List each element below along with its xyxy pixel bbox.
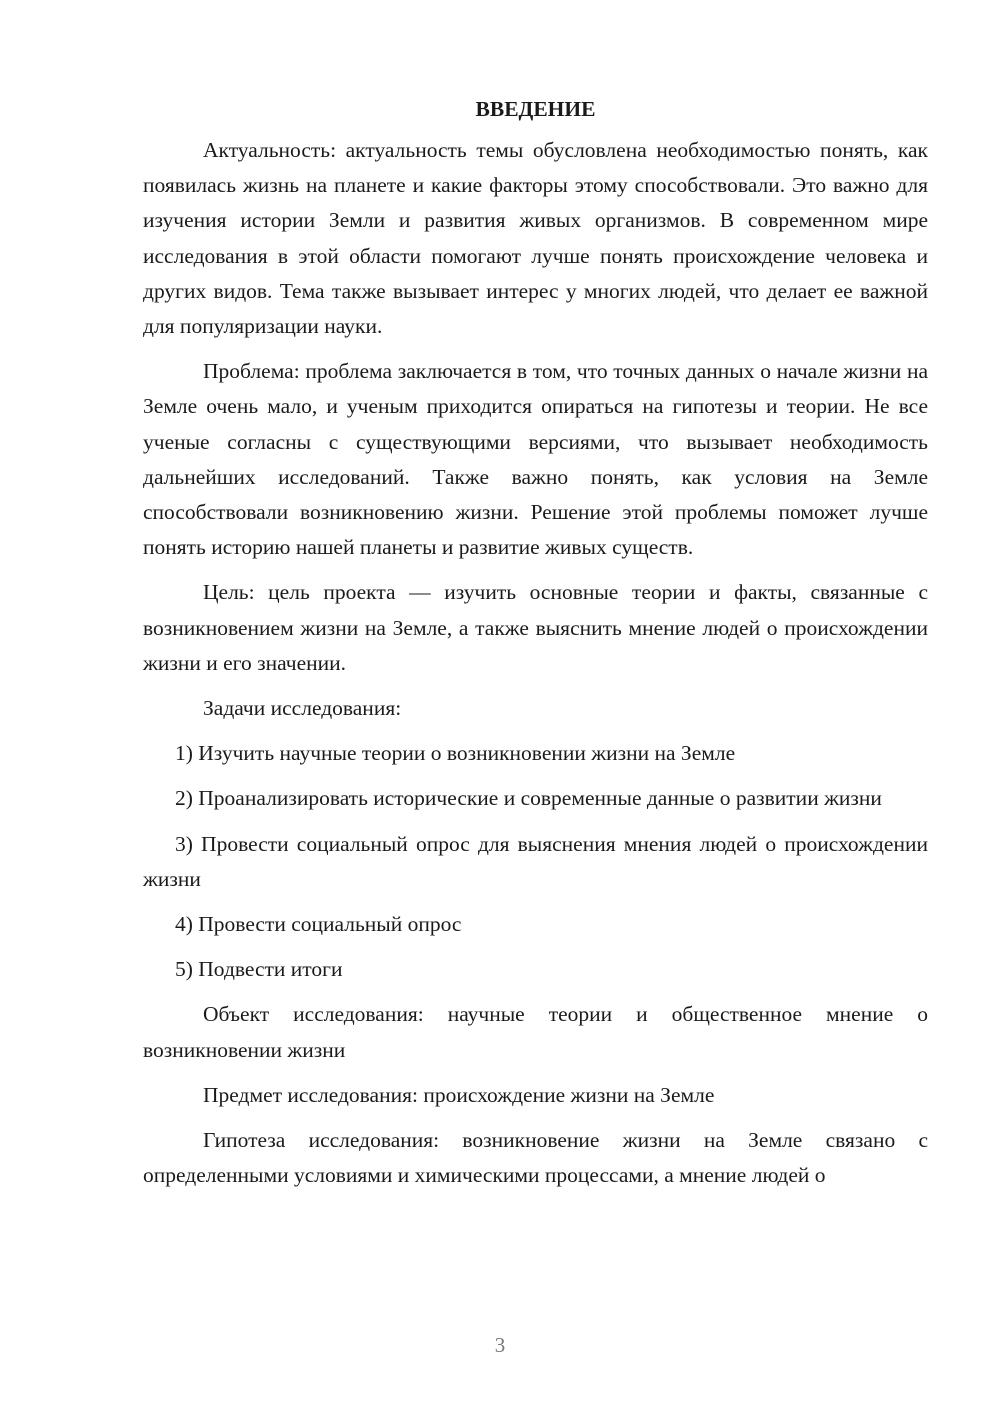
task-item-5: 5) Подвести итоги <box>175 957 343 982</box>
task-item-2: 2) Проанализировать исторические и современные данные о развитии жизни <box>175 786 882 811</box>
page-number: 3 <box>494 1333 506 1357</box>
task-item-4: 4) Провести социальный опрос <box>175 912 462 937</box>
page-title: ВВЕДЕНИЕ <box>475 97 596 121</box>
task-item-3: 3) Провести социальный опрос для выяснения мнения людей о происхождении жизни <box>143 831 928 891</box>
subject-paragraph: Предмет исследования: происхождение жизни на Земле <box>203 1082 715 1107</box>
goal-paragraph: Цель: цель проекта — изучить основные теории и факты, связанные с возникновением жизни на Земле, а также выяснить мнение людей о происхождении жизни и его значении. <box>143 580 928 675</box>
document-page <box>143 92 928 1203</box>
object-paragraph: Объект исследования: научные теории и общественное мнение о возникновении жизни <box>143 1002 928 1062</box>
problem-paragraph: Проблема: проблема заключается в том, что точных данных о начале жизни на Земле очень мало, и ученым приходится опираться на гипотезы и теории. Не все ученые согласны с существующими версиями, что вызывает необходимость дальнейших исследований. Также важно понять, как условия на Земле способствовали возникновению жизни. Решение этой проблемы поможет лучше понять историю нашей планеты и развитие живых существ. <box>143 359 928 560</box>
task-item-1: 1) Изучить научные теории о возникновении жизни на Земле <box>175 741 736 766</box>
relevance-paragraph: Актуальность: актуальность темы обусловлена необходимостью понять, как появилась жизнь на планете и какие факторы этому способствовали. Это важно для изучения истории Земли и развития живых организмов. В современном мире исследования в этой области помогают лучше понять происхождение человека и других видов. Тема также вызывает интерес у многих людей, что делает ее важной для популяризации науки. <box>143 138 928 339</box>
hypothesis-paragraph: Гипотеза исследования: возникновение жизни на Земле связано с определенными условиями и химическими процессами, а мнение людей о <box>143 1128 928 1188</box>
tasks-heading: Задачи исследования: <box>203 696 402 721</box>
